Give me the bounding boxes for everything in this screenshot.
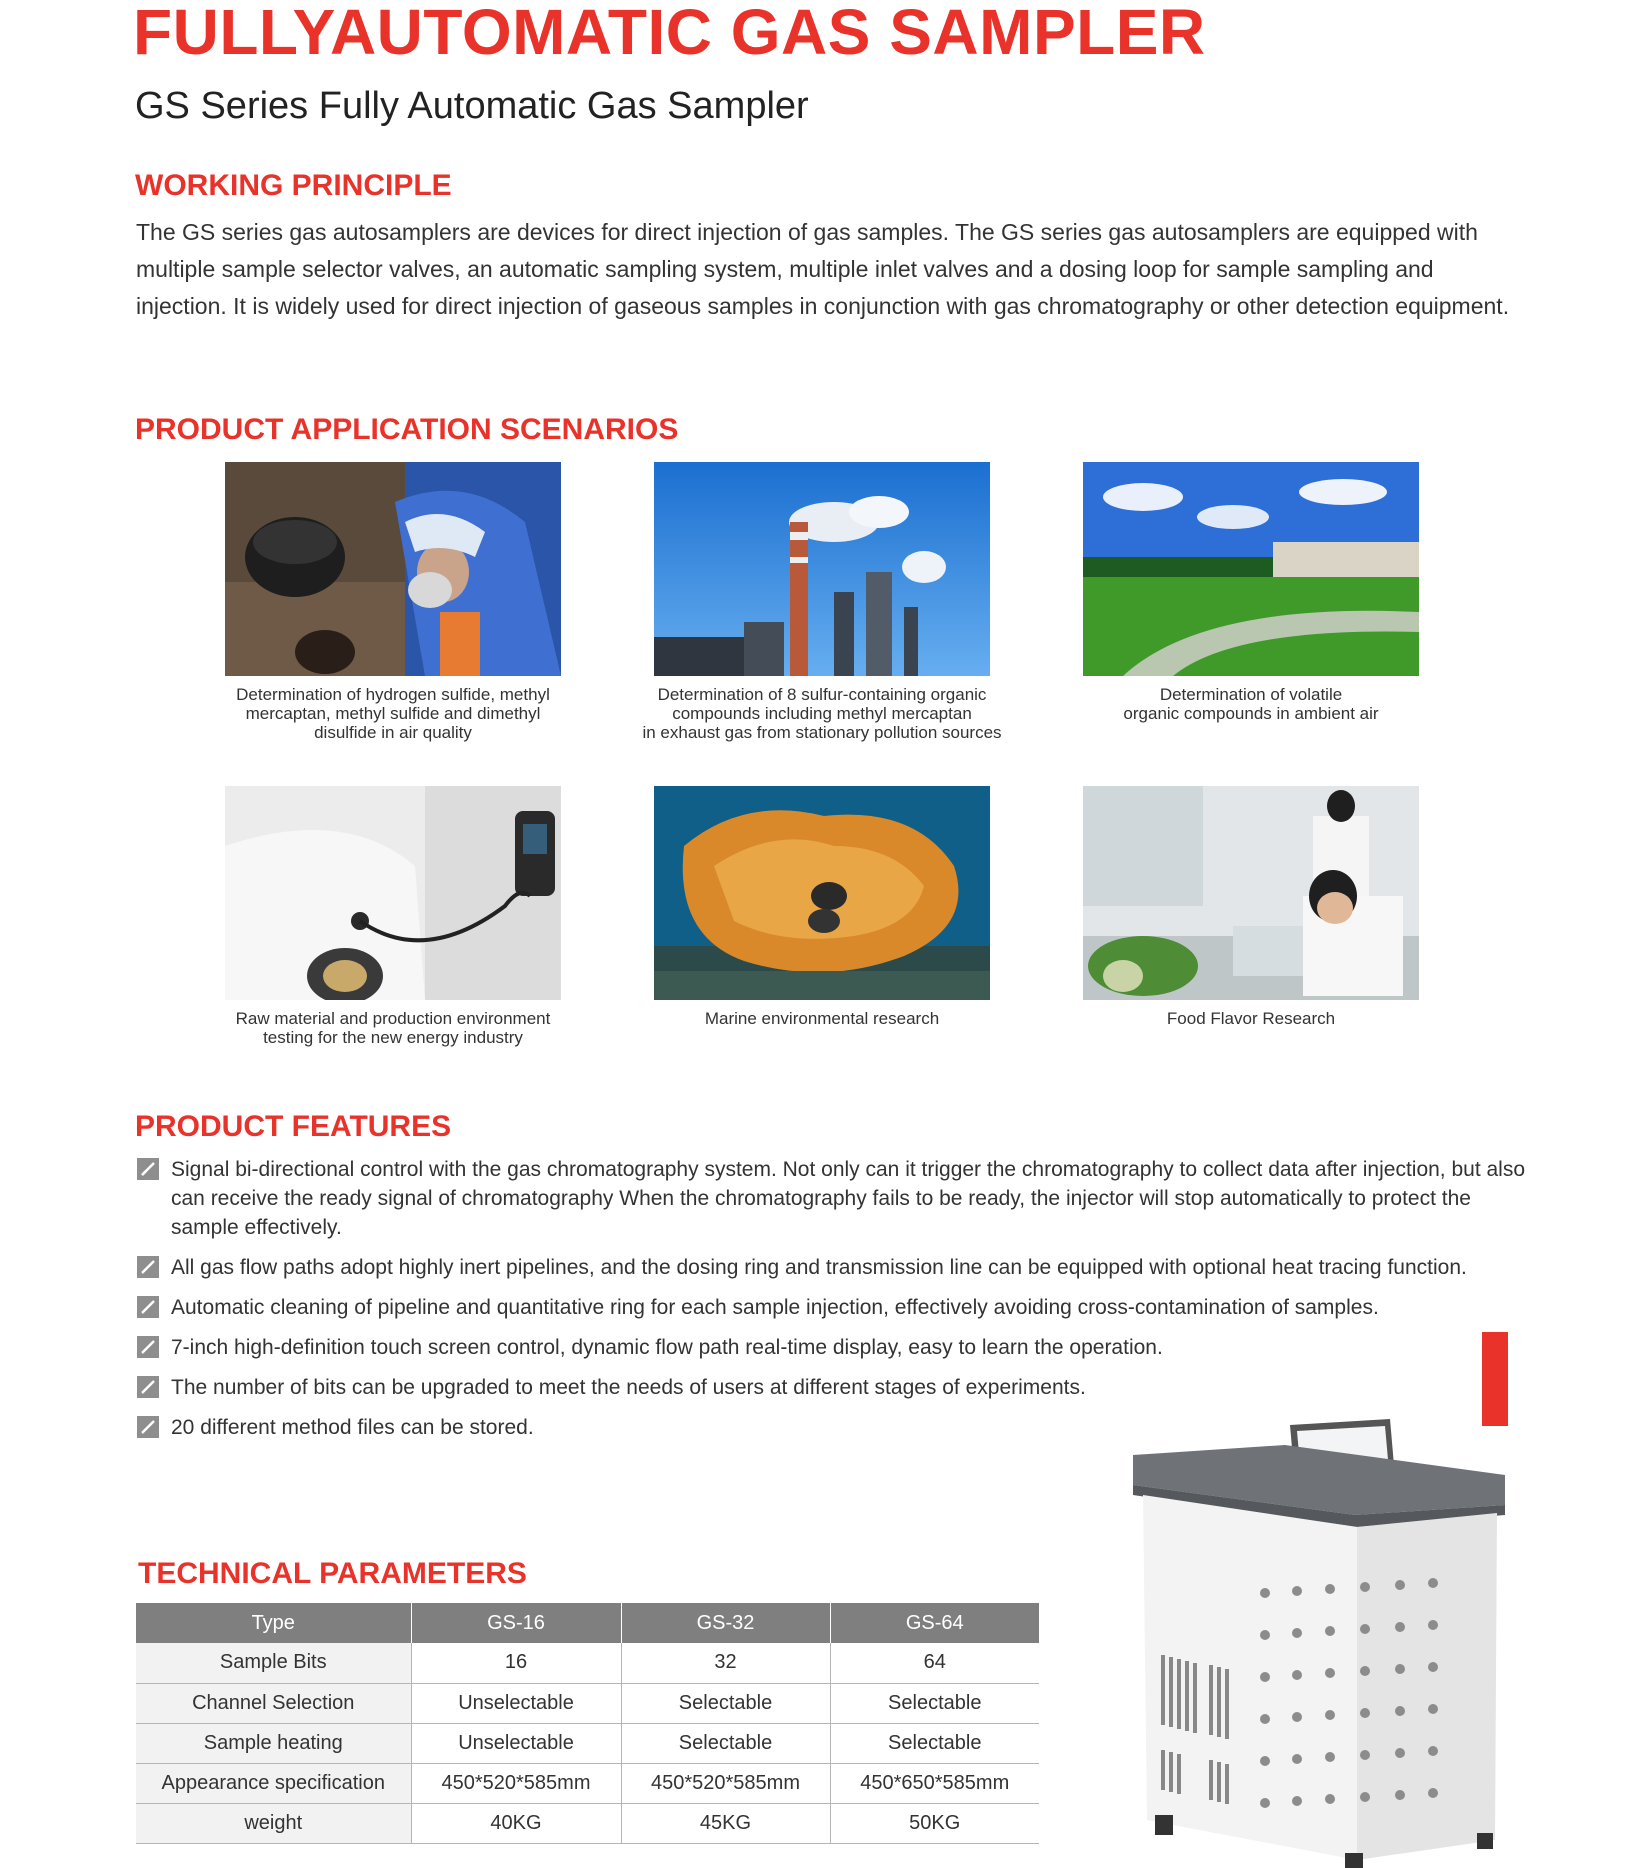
electric-car-charging-photo bbox=[225, 786, 561, 1000]
column-header: GS-64 bbox=[830, 1603, 1039, 1643]
table-cell-label: Appearance specification bbox=[136, 1763, 411, 1803]
table-cell: Selectable bbox=[621, 1683, 830, 1723]
table-cell: Unselectable bbox=[411, 1723, 621, 1763]
feature-item bbox=[137, 1333, 1537, 1362]
gas-sampler-device-image bbox=[1125, 1415, 1515, 1868]
feature-item bbox=[137, 1293, 1537, 1322]
table-row bbox=[136, 1723, 1039, 1763]
feature-item bbox=[137, 1253, 1537, 1282]
table-row bbox=[136, 1763, 1039, 1803]
application-card bbox=[622, 786, 1022, 1028]
working-principle-heading: WORKING PRINCIPLE bbox=[135, 169, 452, 202]
table-cell: 16 bbox=[411, 1643, 621, 1683]
table-cell: 450*650*585mm bbox=[830, 1763, 1039, 1803]
feature-text: All gas flow paths adopt highly inert pipelines, and the dosing ring and transmission line can be equipped with optional heat tracing function. bbox=[171, 1256, 1467, 1279]
checkbox-check-icon bbox=[137, 1376, 159, 1398]
technical-heading: TECHNICAL PARAMETERS bbox=[138, 1557, 527, 1590]
feature-text: Automatic cleaning of pipeline and quantitative ring for each sample injection, effectively avoiding cross-contamination of samples. bbox=[171, 1296, 1379, 1319]
table-cell-label: weight bbox=[136, 1803, 411, 1843]
table-row bbox=[136, 1803, 1039, 1843]
table-cell-label: Sample heating bbox=[136, 1723, 411, 1763]
table-row bbox=[136, 1643, 1039, 1683]
checkbox-check-icon bbox=[137, 1296, 159, 1318]
table-cell: Selectable bbox=[830, 1683, 1039, 1723]
feature-text: The number of bits can be upgraded to meet the needs of users at different stages of experiments. bbox=[171, 1376, 1086, 1399]
green-lawn-photo bbox=[1083, 462, 1419, 676]
table-cell: Selectable bbox=[830, 1723, 1039, 1763]
application-caption: Raw material and production environment testing for the new energy industry bbox=[235, 1009, 551, 1047]
table-cell: 50KG bbox=[830, 1803, 1039, 1843]
principle-line: multiple sample selector valves, an automatic sampling system, multiple inlet valves and a dosing loop for sample sampling and bbox=[136, 256, 1434, 282]
worker-gas-mask-photo bbox=[225, 462, 561, 676]
table-cell-label: Channel Selection bbox=[136, 1683, 411, 1723]
application-caption: Determination of 8 sulfur-containing organic compounds including methyl mercaptan in exhaust gas from stationary pollution sources bbox=[642, 685, 1002, 742]
table-cell-label: Sample Bits bbox=[136, 1643, 411, 1683]
technical-parameters-table bbox=[136, 1603, 1039, 1844]
principle-line: The GS series gas autosamplers are devices for direct injection of gas samples. The GS series gas autosamplers are equipped with bbox=[136, 219, 1478, 245]
application-card bbox=[1051, 786, 1451, 1028]
subtitle: GS Series Fully Automatic Gas Sampler bbox=[135, 85, 809, 127]
application-caption: Determination of volatile organic compounds in ambient air bbox=[1123, 685, 1379, 723]
features-heading: PRODUCT FEATURES bbox=[135, 1110, 452, 1143]
application-caption: Food Flavor Research bbox=[1166, 1009, 1336, 1028]
column-header: GS-32 bbox=[621, 1603, 830, 1643]
applications-heading: PRODUCT APPLICATION SCENARIOS bbox=[135, 413, 679, 446]
coral-reef-photo bbox=[654, 786, 990, 1000]
feature-text: 20 different method files can be stored. bbox=[171, 1416, 534, 1439]
application-card bbox=[1051, 462, 1451, 723]
industrial-chimney-photo bbox=[654, 462, 990, 676]
table-cell: 450*520*585mm bbox=[621, 1763, 830, 1803]
table-cell: 64 bbox=[830, 1643, 1039, 1683]
feature-item bbox=[137, 1155, 1537, 1242]
accent-bar bbox=[1482, 1332, 1508, 1426]
table-cell: Selectable bbox=[621, 1723, 830, 1763]
table-header-row bbox=[136, 1603, 1039, 1643]
feature-item bbox=[137, 1373, 1537, 1402]
laboratory-photo bbox=[1083, 786, 1419, 1000]
table-cell: Unselectable bbox=[411, 1683, 621, 1723]
checkbox-check-icon bbox=[137, 1416, 159, 1438]
checkbox-check-icon bbox=[137, 1158, 159, 1180]
application-card bbox=[193, 786, 593, 1047]
application-caption: Determination of hydrogen sulfide, methyl mercaptan, methyl sulfide and dimethyl disulfide in air quality bbox=[236, 685, 550, 742]
application-card bbox=[622, 462, 1022, 742]
column-header: GS-16 bbox=[411, 1603, 621, 1643]
column-header: Type bbox=[136, 1603, 411, 1643]
application-card bbox=[193, 462, 593, 742]
checkbox-check-icon bbox=[137, 1256, 159, 1278]
table-cell: 45KG bbox=[621, 1803, 830, 1843]
table-cell: 40KG bbox=[411, 1803, 621, 1843]
checkbox-check-icon bbox=[137, 1336, 159, 1358]
main-title: FULLYAUTOMATIC GAS SAMPLER bbox=[133, 0, 1206, 68]
working-principle-text bbox=[136, 214, 1536, 325]
features-list bbox=[137, 1155, 1537, 1453]
application-caption: Marine environmental research bbox=[704, 1009, 940, 1028]
feature-text: Signal bi-directional control with the gas chromatography system. Not only can it trigger the chromatography to collect data after injection, but also can receive the ready signal of chromatography When the chromatography fails to be ready, the injector will stop automatically to protect the sample effectively. bbox=[171, 1158, 1526, 1239]
feature-text: 7-inch high-definition touch screen control, dynamic flow path real-time display, easy to learn the operation. bbox=[171, 1336, 1163, 1359]
table-row bbox=[136, 1683, 1039, 1723]
principle-line: injection. It is widely used for direct injection of gaseous samples in conjunction with gas chromatography or other detection equipment. bbox=[136, 293, 1510, 319]
table-cell: 32 bbox=[621, 1643, 830, 1683]
table-cell: 450*520*585mm bbox=[411, 1763, 621, 1803]
